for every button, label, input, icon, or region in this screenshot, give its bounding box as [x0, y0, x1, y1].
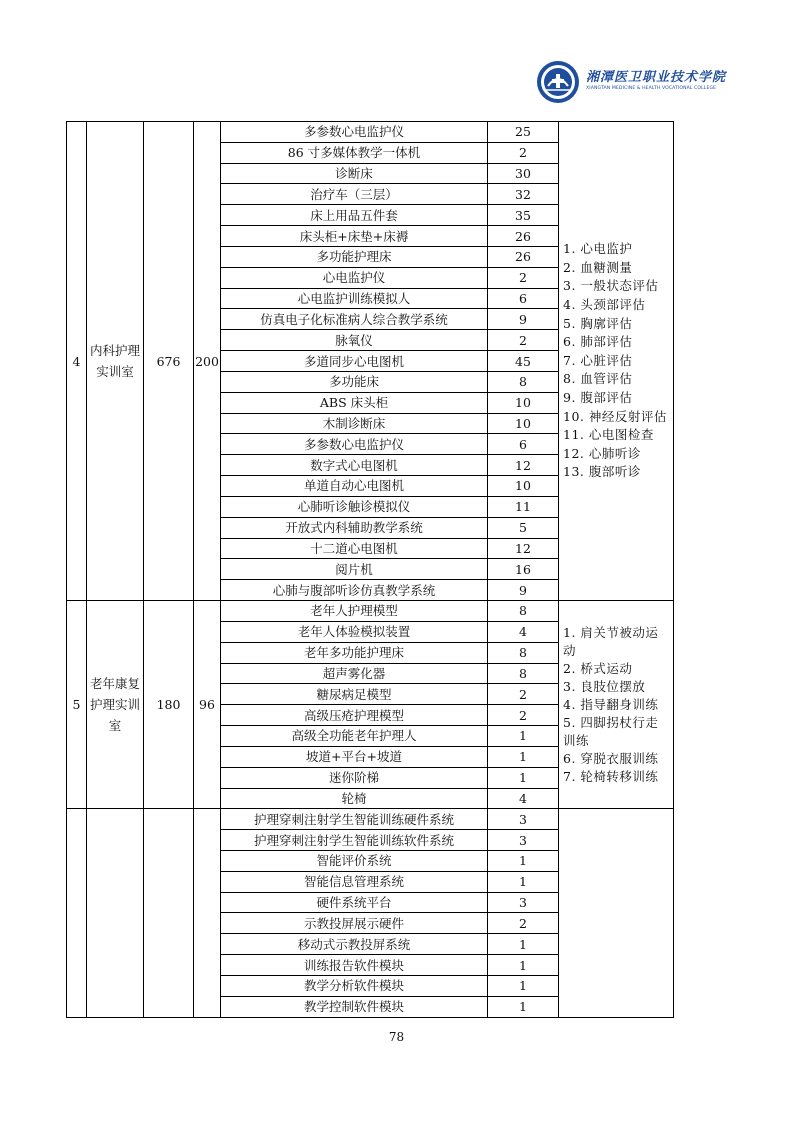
device-name: 老年人体验模拟装置 [221, 621, 488, 642]
device-quantity: 3 [488, 809, 559, 830]
training-item: 1. 肩关节被动运动 [563, 624, 659, 658]
equipment-table-body [67, 122, 674, 1018]
device-name: 多功能护理床 [221, 246, 488, 267]
equipment-table [66, 121, 673, 1018]
device-quantity: 30 [488, 163, 559, 184]
device-quantity: 1 [488, 934, 559, 955]
device-quantity: 8 [488, 642, 559, 663]
training-item: 5. 四脚拐杖行走训练 [563, 714, 659, 748]
device-name: 十二道心电图机 [221, 538, 488, 559]
device-quantity: 3 [488, 892, 559, 913]
device-quantity: 1 [488, 996, 559, 1017]
device-name: 移动式示教投屏系统 [221, 934, 488, 955]
device-name: 糖尿病足模型 [221, 684, 488, 705]
training-item: 3. 良肢位摆放 [563, 678, 646, 694]
training-item: 6. 穿脱衣服训练 [563, 750, 659, 766]
training-item: 9. 腹部评估 [563, 389, 633, 405]
device-name: 教学控制软件模块 [221, 996, 488, 1017]
device-name: 轮椅 [221, 788, 488, 809]
college-emblem-icon [536, 60, 580, 104]
training-item: 8. 血管评估 [563, 371, 633, 387]
device-quantity: 1 [488, 726, 559, 747]
device-quantity: 6 [488, 434, 559, 455]
device-quantity: 8 [488, 663, 559, 684]
room-number [67, 809, 87, 1018]
device-name: 护理穿刺注射学生智能训练软件系统 [221, 830, 488, 851]
device-quantity: 4 [488, 788, 559, 809]
device-name: 多功能床 [221, 371, 488, 392]
device-name: 多参数心电监护仪 [221, 434, 488, 455]
room-name: 内科护理实训室 [87, 122, 144, 601]
device-quantity: 2 [488, 267, 559, 288]
device-name: 高级压疮护理模型 [221, 705, 488, 726]
device-name: 老年多功能护理床 [221, 642, 488, 663]
device-name: 智能信息管理系统 [221, 871, 488, 892]
device-quantity: 26 [488, 246, 559, 267]
device-name: 坡道+平台+坡道 [221, 746, 488, 767]
table-row [67, 601, 674, 622]
room-area [144, 809, 194, 1018]
training-item-list [563, 240, 671, 482]
device-quantity: 8 [488, 601, 559, 622]
training-item: 2. 血糖测量 [563, 259, 633, 275]
device-quantity: 2 [488, 705, 559, 726]
device-quantity: 16 [488, 559, 559, 580]
device-name: 高级全功能老年护理人 [221, 726, 488, 747]
training-item: 12. 心肺听诊 [563, 445, 641, 461]
device-name: 教学分析软件模块 [221, 975, 488, 996]
room-number: 4 [67, 122, 87, 601]
device-name: 床上用品五件套 [221, 205, 488, 226]
device-name: 仿真电子化标准病人综合教学系统 [221, 309, 488, 330]
device-name: 86 寸多媒体教学一体机 [221, 142, 488, 163]
device-quantity: 3 [488, 830, 559, 851]
training-item: 11. 心电图检查 [563, 427, 654, 443]
device-quantity: 11 [488, 496, 559, 517]
device-quantity: 2 [488, 142, 559, 163]
device-name: 多参数心电监护仪 [221, 122, 488, 143]
table-row [67, 809, 674, 830]
device-name: 心电监护训练模拟人 [221, 288, 488, 309]
training-item: 7. 心脏评估 [563, 352, 633, 368]
training-items [559, 809, 674, 1018]
device-name: 诊断床 [221, 163, 488, 184]
training-item: 2. 桥式运动 [563, 660, 633, 676]
college-name: 湘潭医卫职业技术学院 [586, 70, 727, 85]
device-name: 阅片机 [221, 559, 488, 580]
device-name: 数字式心电图机 [221, 455, 488, 476]
room-area: 180 [144, 601, 194, 809]
college-logo [536, 60, 727, 104]
training-item-list [563, 624, 671, 786]
device-name: 训练报告软件模块 [221, 955, 488, 976]
device-quantity: 5 [488, 517, 559, 538]
device-name: ABS 床头柜 [221, 392, 488, 413]
table-row [67, 122, 674, 143]
training-item: 4. 指导翻身训练 [563, 696, 659, 712]
training-item: 4. 头颈部评估 [563, 296, 646, 312]
device-quantity: 25 [488, 122, 559, 143]
device-quantity: 1 [488, 850, 559, 871]
device-quantity: 32 [488, 184, 559, 205]
device-quantity: 2 [488, 330, 559, 351]
device-quantity: 45 [488, 351, 559, 372]
room-name: 老年康复护理实训室 [87, 601, 144, 809]
training-item: 7. 轮椅转移训练 [563, 768, 659, 784]
device-quantity: 2 [488, 913, 559, 934]
device-name: 心肺与腹部听诊仿真教学系统 [221, 580, 488, 601]
device-quantity: 2 [488, 684, 559, 705]
device-name: 护理穿刺注射学生智能训练硬件系统 [221, 809, 488, 830]
device-name: 床头柜+床垫+床褥 [221, 226, 488, 247]
device-quantity: 10 [488, 476, 559, 497]
device-quantity: 9 [488, 309, 559, 330]
training-items [559, 601, 674, 809]
training-item: 6. 肺部评估 [563, 334, 633, 350]
device-name: 心肺听诊触诊模拟仪 [221, 496, 488, 517]
device-quantity: 1 [488, 975, 559, 996]
device-quantity: 1 [488, 871, 559, 892]
device-name: 老年人护理模型 [221, 601, 488, 622]
device-quantity: 10 [488, 413, 559, 434]
device-quantity: 12 [488, 538, 559, 559]
training-item: 13. 腹部听诊 [563, 464, 641, 480]
device-quantity: 8 [488, 371, 559, 392]
room-area: 676 [144, 122, 194, 601]
device-quantity: 6 [488, 288, 559, 309]
room-name [87, 809, 144, 1018]
device-quantity: 1 [488, 767, 559, 788]
device-name: 治疗车（三层） [221, 184, 488, 205]
device-name: 单道自动心电图机 [221, 476, 488, 497]
room-capacity: 200 [194, 122, 221, 601]
device-name: 硬件系统平台 [221, 892, 488, 913]
device-name: 迷你阶梯 [221, 767, 488, 788]
training-item: 5. 胸廓评估 [563, 315, 633, 331]
device-name: 脉氧仪 [221, 330, 488, 351]
device-name: 示教投屏展示硬件 [221, 913, 488, 934]
room-number: 5 [67, 601, 87, 809]
device-quantity: 1 [488, 746, 559, 767]
training-items [559, 122, 674, 601]
device-name: 开放式内科辅助教学系统 [221, 517, 488, 538]
device-quantity: 10 [488, 392, 559, 413]
device-quantity: 35 [488, 205, 559, 226]
college-name-en: XIANGTAN MEDICINE & HEALTH VOCATIONAL COLLEGE [586, 86, 717, 91]
device-quantity: 9 [488, 580, 559, 601]
training-item: 1. 心电监护 [563, 241, 633, 257]
room-capacity [194, 809, 221, 1018]
training-item: 10. 神经反射评估 [563, 408, 667, 424]
device-quantity: 12 [488, 455, 559, 476]
page-number: 78 [388, 1030, 405, 1044]
device-name: 超声雾化器 [221, 663, 488, 684]
device-name: 心电监护仪 [221, 267, 488, 288]
device-name: 多道同步心电图机 [221, 351, 488, 372]
training-item: 3. 一般状态评估 [563, 278, 659, 294]
device-name: 智能评价系统 [221, 850, 488, 871]
device-quantity: 1 [488, 955, 559, 976]
device-quantity: 4 [488, 621, 559, 642]
device-quantity: 26 [488, 226, 559, 247]
room-capacity: 96 [194, 601, 221, 809]
device-name: 木制诊断床 [221, 413, 488, 434]
